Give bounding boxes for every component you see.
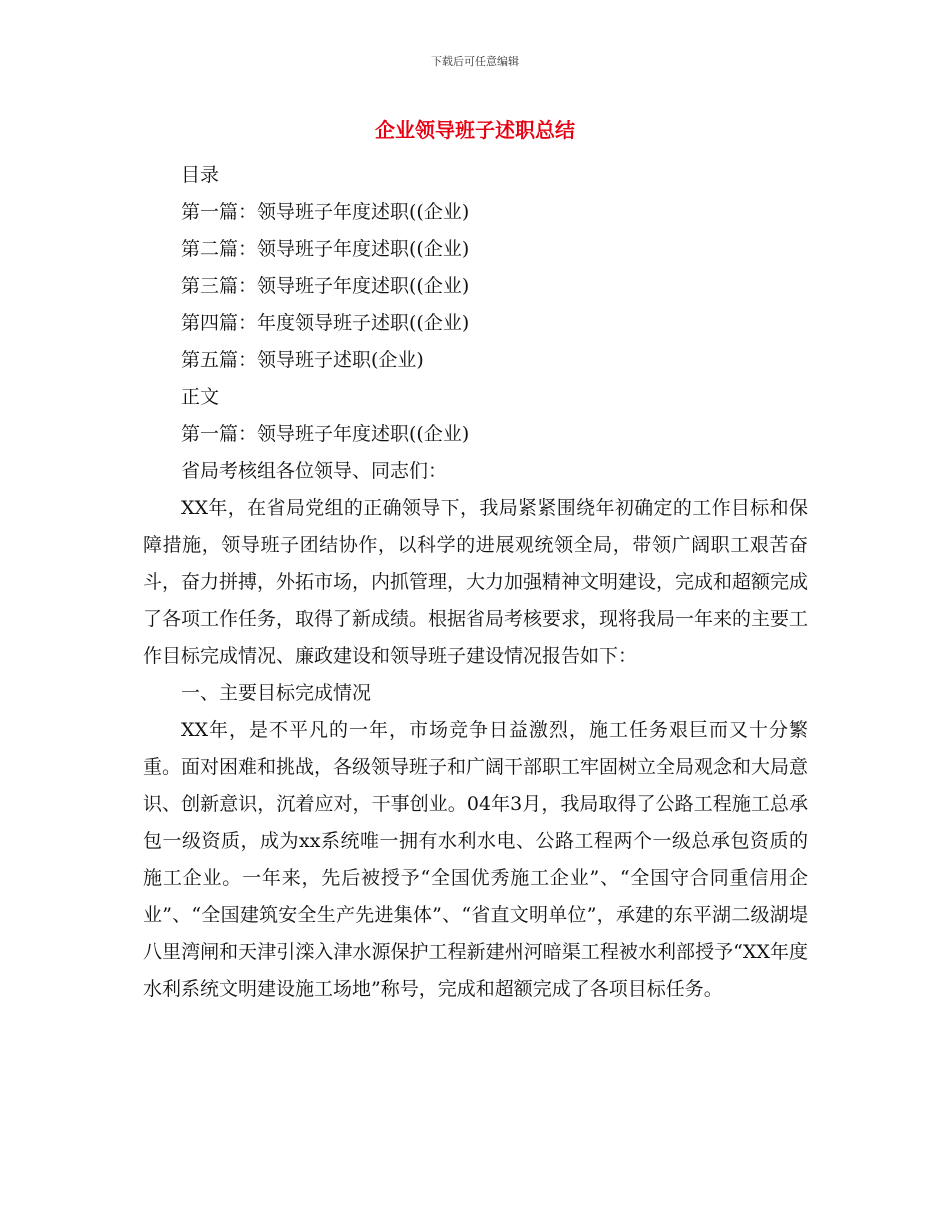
document-title: 企业领导班子述职总结	[375, 118, 575, 142]
chapter-title: 第一篇：领导班子年度述职((企业)	[181, 423, 470, 445]
toc-heading: 目录	[181, 164, 220, 186]
toc-item: 第五篇：领导班子述职(企业)	[181, 349, 424, 371]
toc-item: 第三篇：领导班子年度述职((企业)	[181, 275, 470, 297]
body-heading: 正文	[181, 386, 220, 408]
toc-item: 第四篇：年度领导班子述职((企业)	[181, 312, 470, 334]
toc-item: 第一篇：领导班子年度述职((企业)	[181, 201, 470, 223]
paragraph-targets: XX年，是不平凡的一年，市场竞争日益激烈，施工任务艰巨而又十分繁重。面对困难和挑战，各级领导班子和广阔干部职工牢固树立全局观念和大局意识、创新意识，沉着应对，干事创业。04年3月，我局取得了公路工程施工总承包一级资质，成为xx系统唯一拥有水利水电、公路工程两个一级总承包资质的施工企业。一年来，先后被授予“全国优秀施工企业”、“全国守合同重信用企业”、“全国建筑安全生产先进集体”、“省直文明单位”，承建的东平湖二级湖堤八里湾闸和天津引滦入津水源保护工程新建州河暗渠工程被水利部授予“XX年度水利系统文明建设施工场地”称号，完成和超额完成了各项目标任务。	[143, 719, 809, 1000]
paragraph-intro: XX年，在省局党组的正确领导下，我局紧紧围绕年初确定的工作目标和保障措施，领导班子团结协作，以科学的进展观统领全局，带领广阔职工艰苦奋斗，奋力拼搏，外拓市场，内抓管理，大力加强精神文明建设，完成和超额完成了各项工作任务，取得了新成绩。根据省局考核要求，现将我局一年来的主要工作目标完成情况、廉政建设和领导班子建设情况报告如下：	[143, 497, 809, 667]
section-heading: 一、主要目标完成情况	[181, 682, 372, 704]
document-body	[143, 157, 808, 1008]
header-note: 下载后可任意编辑	[431, 55, 519, 68]
greeting: 省局考核组各位领导、同志们：	[181, 460, 448, 482]
toc-item: 第二篇：领导班子年度述职((企业)	[181, 238, 470, 260]
